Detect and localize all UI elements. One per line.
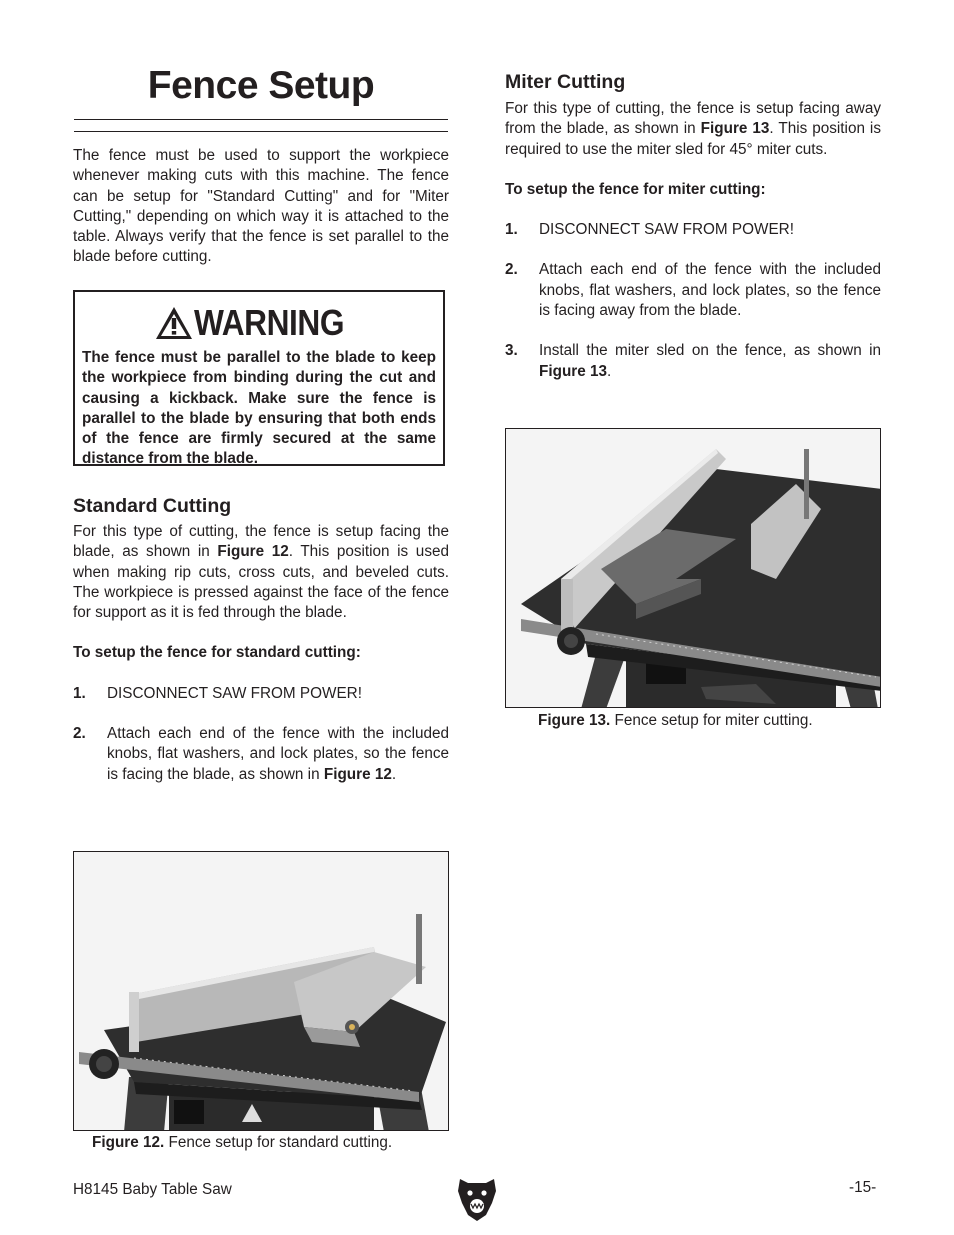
step-text: Attach each end of the fence with the included knobs, flat washers, and lock plates, so the fence is facing away from the blade. [539, 261, 881, 320]
miter-step-1 [505, 220, 881, 240]
figure-12-caption [92, 1133, 392, 1153]
standard-body-text-b: . This position is used when making rip cuts, cross cuts, and beveled cuts. The workpiece is pressed against the face of the fence for support as it is fed through the blade. [73, 543, 449, 622]
step-text-end: . [607, 362, 612, 380]
miter-body-text-b: . This position is required to use the miter sled for 45° miter cuts. [505, 120, 881, 158]
warning-box [73, 290, 445, 466]
page-number: -15- [849, 1179, 877, 1196]
step-text: Install the miter sled on the fence, as shown in [539, 342, 881, 360]
standard-steps-title: To setup the fence for standard cutting: [73, 644, 361, 662]
standard-step-1 [73, 684, 449, 704]
miter-body-text-a: For this type of cutting, the fence is setup facing away from the blade, as shown in [505, 100, 881, 138]
step-text-end: . [391, 765, 397, 783]
title-rule-top [74, 119, 448, 120]
step-text: DISCONNECT SAW FROM POWER! [539, 221, 794, 239]
step-number: 3. [505, 342, 518, 360]
intro-section [73, 146, 449, 268]
page-title: Fence Setup [147, 64, 375, 107]
bear-logo-icon [456, 1173, 498, 1223]
standard-body-text-a: For this type of cutting, the fence is setup facing the blade, as shown in [73, 523, 449, 561]
step-text: DISCONNECT SAW FROM POWER! [107, 684, 362, 702]
miter-cutting-heading: Miter Cutting [505, 71, 626, 93]
table-saw-standard-illustration [74, 852, 449, 1131]
figure-13-caption-text: Fence setup for miter cutting. [610, 712, 813, 729]
miter-step-2 [505, 260, 881, 321]
miter-steps-title: To setup the fence for miter cutting: [505, 180, 766, 198]
table-saw-miter-illustration [506, 429, 881, 708]
step-number: 2. [505, 261, 518, 279]
figure-13-caption [538, 711, 813, 731]
figure-13-label: Figure 13. [538, 712, 611, 729]
step-figure-ref: Figure 12 [323, 765, 392, 783]
warning-header [82, 300, 436, 346]
standard-step-2 [73, 724, 449, 785]
step-number: 1. [505, 221, 518, 239]
warning-triangle-icon [154, 305, 194, 341]
step-number: 1. [73, 684, 86, 702]
figure-12-image [73, 851, 449, 1131]
figure-12-label: Figure 12. [92, 1134, 165, 1151]
title-rule-bottom [74, 131, 448, 132]
figure-13-image [505, 428, 881, 708]
step-figure-ref: Figure 13 [539, 362, 608, 380]
standard-cutting-body [73, 522, 449, 623]
intro-paragraph: The fence must be used to support the workpiece whenever making cuts with this machine. The fence can be setup for "Standard Cutting" and for "Miter Cutting," depending on which way it is attached to the table. Always verify that the fence is set parallel to the blade before cutting. [73, 147, 449, 266]
standard-figure-ref: Figure 12 [217, 543, 289, 561]
step-text: Attach each end of the fence with the included knobs, flat washers, and lock plates, so the fence is facing the blade, as shown in [107, 725, 449, 783]
standard-cutting-heading: Standard Cutting [73, 495, 232, 517]
warning-heading: WARNING [193, 302, 344, 343]
miter-cutting-body [505, 99, 881, 160]
figure-12-caption-text: Fence setup for standard cutting. [164, 1134, 393, 1151]
miter-figure-ref: Figure 13 [700, 120, 770, 138]
step-number: 2. [73, 725, 86, 743]
warning-text: The fence must be parallel to the blade to keep the workpiece from binding during the cut and causing a kickback. Make sure the fence is parallel to the blade by ensuring that both ends of the fence are firmly secured at the same distance from the blade. [82, 349, 436, 468]
footer-model: H8145 Baby Table Saw [73, 1181, 232, 1198]
standard-cutting-section [73, 494, 449, 785]
miter-cutting-section [505, 70, 881, 382]
miter-step-3 [505, 341, 881, 382]
